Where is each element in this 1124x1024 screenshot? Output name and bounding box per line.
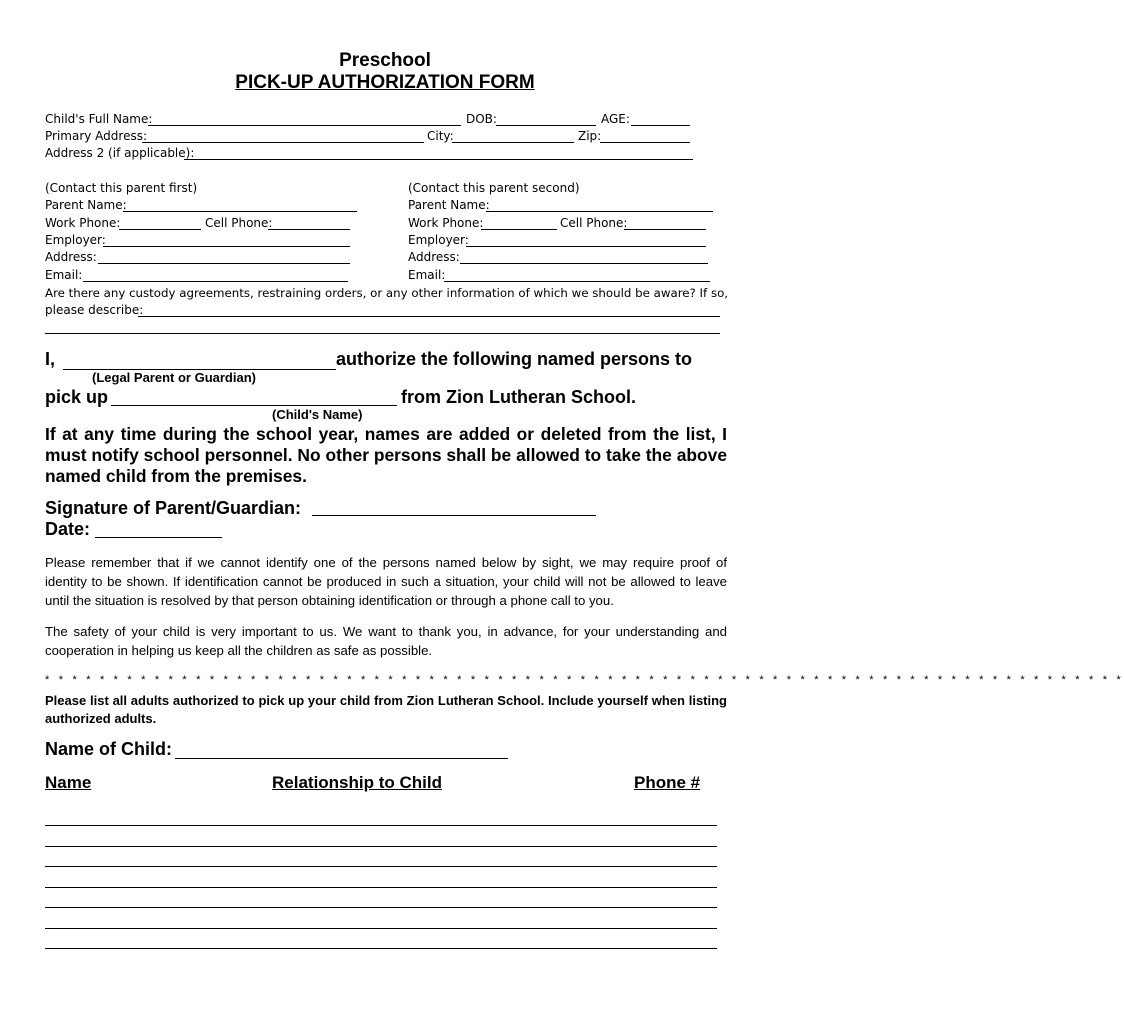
city-label: City: — [427, 129, 454, 143]
parent2-name-label: Parent Name: — [408, 198, 490, 212]
authorized-adult-line-2[interactable] — [45, 846, 717, 847]
identity-paragraph: Please remember that if we cannot identify one of the persons named below by sight, we may require proof of identity to be shown. If identification cannot be produced in such a situation, your child will not be allowed to leave until the situation is resolved by that person obtaining identification or through a phone call to you. — [45, 555, 727, 608]
parent2-work-phone-field[interactable] — [481, 229, 557, 230]
notice-paragraph: If at any time during the school year, names are added or deleted from the list, I must notify school personnel. No other persons shall be allowed to take the above named child from the premises. — [45, 424, 727, 486]
child-full-name-field[interactable] — [148, 125, 461, 126]
authorization-text: authorize the following named persons to — [336, 349, 693, 369]
authorized-adult-line-6[interactable] — [45, 928, 717, 929]
address2-field[interactable] — [184, 159, 693, 160]
custody-describe-field[interactable] — [138, 316, 720, 317]
column-header-relationship: Relationship to Child — [272, 773, 442, 792]
parent1-address-label: Address: — [45, 250, 97, 264]
legal-parent-caption: (Legal Parent or Guardian) — [92, 370, 256, 385]
star-divider: * * * * * * * * * * * * * * * * * * * * * * * * * * * * * * * * * * * * * * * * * * * * * * * * * * * * * * * * * * * * * * * * * * * * * * * * * * * * * * * — [45, 674, 1124, 686]
authorized-adult-line-7[interactable] — [45, 948, 717, 949]
zip-label: Zip: — [578, 129, 602, 143]
parent1-name-label: Parent Name: — [45, 198, 127, 212]
parent2-cell-phone-field[interactable] — [624, 229, 706, 230]
parent1-employer-field[interactable] — [103, 246, 350, 247]
form-title-preschool: Preschool — [339, 50, 431, 71]
primary-address-label: Primary Address: — [45, 129, 148, 143]
parent1-employer-label: Employer: — [45, 233, 106, 247]
parent2-heading: (Contact this parent second) — [408, 181, 580, 195]
authorization-i: I, — [45, 349, 56, 369]
form-title: PICK-UP AUTHORIZATION FORM — [235, 72, 535, 93]
column-header-name: Name — [45, 773, 92, 792]
parent1-email-field[interactable] — [83, 281, 348, 282]
parent1-email-label: Email: — [45, 268, 83, 282]
name-of-child-field[interactable] — [175, 758, 508, 759]
custody-question: Are there any custody agreements, restraining orders, or any other information of which we should be aware? If so, — [45, 286, 729, 300]
parent1-cell-phone-label: Cell Phone: — [205, 216, 273, 230]
pick-up-label: pick up — [45, 387, 109, 407]
from-school-text: from Zion Lutheran School. — [401, 387, 636, 407]
parent1-name-field[interactable] — [123, 211, 357, 212]
parent1-heading: (Contact this parent first) — [45, 181, 198, 195]
city-field[interactable] — [452, 142, 574, 143]
zip-field[interactable] — [600, 142, 690, 143]
authorized-adult-line-5[interactable] — [45, 907, 717, 908]
child-name-caption: (Child's Name) — [272, 407, 363, 422]
parent2-email-field[interactable] — [444, 281, 710, 282]
signature-label: Signature of Parent/Guardian: — [45, 498, 302, 518]
date-label: Date: — [45, 519, 91, 539]
parent2-employer-field[interactable] — [466, 246, 706, 247]
parent1-cell-phone-field[interactable] — [268, 229, 350, 230]
child-full-name-label: Child's Full Name: — [45, 112, 153, 126]
authorized-adult-line-1[interactable] — [45, 825, 717, 826]
custody-describe-field-2[interactable] — [45, 333, 720, 334]
dob-field[interactable] — [496, 125, 596, 126]
signature-field[interactable] — [312, 515, 596, 516]
address2-label: Address 2 (if applicable): — [45, 146, 195, 160]
parent2-name-field[interactable] — [486, 211, 713, 212]
parent1-work-phone-field[interactable] — [119, 229, 201, 230]
name-of-child-label: Name of Child: — [45, 739, 173, 759]
parent2-cell-phone-label: Cell Phone: — [560, 216, 628, 230]
parent1-work-phone-label: Work Phone: — [45, 216, 121, 230]
dob-label: DOB: — [466, 112, 497, 126]
authorized-adult-line-3[interactable] — [45, 866, 717, 867]
parent2-email-label: Email: — [408, 268, 446, 282]
age-field[interactable] — [631, 125, 690, 126]
parent2-address-label: Address: — [408, 250, 460, 264]
child-name-field[interactable] — [111, 405, 397, 406]
column-header-phone: Phone # — [634, 773, 701, 792]
list-instructions: Please list all adults authorized to pick up your child from Zion Lutheran School. Include yourself when listing authorized adults. — [45, 693, 727, 726]
authorized-adult-line-4[interactable] — [45, 887, 717, 888]
parent2-employer-label: Employer: — [408, 233, 469, 247]
safety-paragraph: The safety of your child is very important to us. We want to thank you, in advance, for your understanding and cooperation in helping us keep all the children as safe as possible. — [45, 624, 727, 658]
age-label: AGE: — [601, 112, 630, 126]
primary-address-field[interactable] — [142, 142, 424, 143]
parent1-address-field[interactable] — [98, 263, 350, 264]
parent2-address-field[interactable] — [460, 263, 708, 264]
parent2-work-phone-label: Work Phone: — [408, 216, 484, 230]
date-field[interactable] — [95, 537, 222, 538]
custody-describe-label: please describe: — [45, 303, 144, 317]
